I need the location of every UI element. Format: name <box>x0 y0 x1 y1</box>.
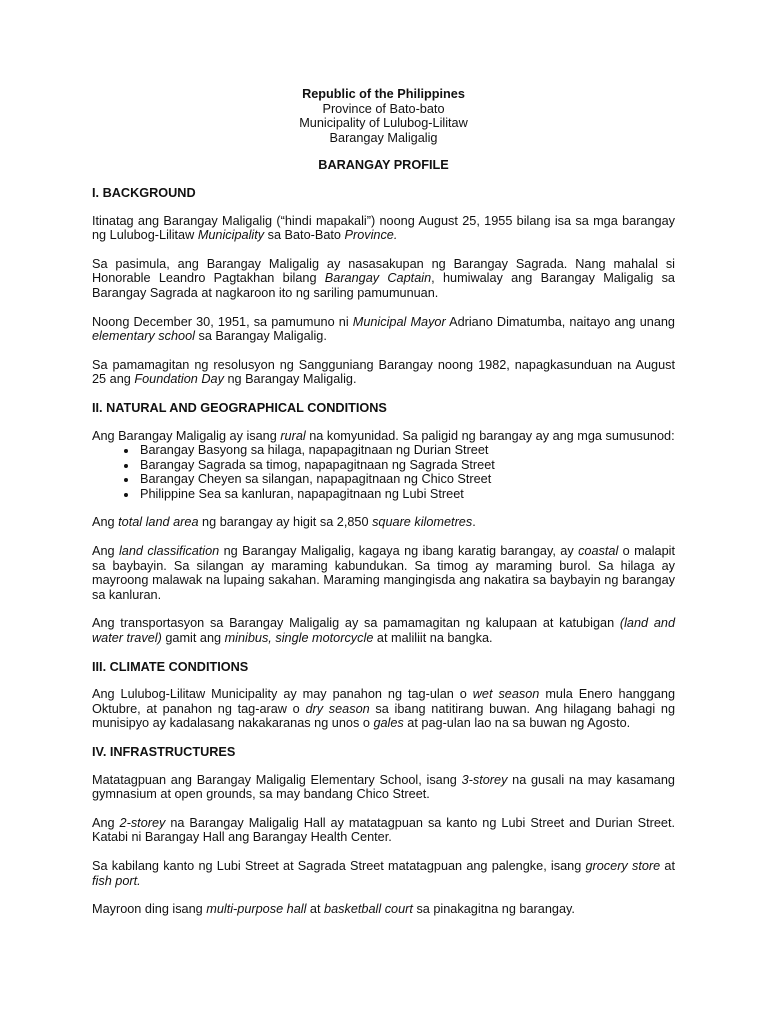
background-paragraph-3: Noong December 30, 1951, sa pamumuno ni Municipal Mayor Adriano Dimatumba, naitayo ang unang elementary school sa Barangay Maligalig. <box>92 314 675 344</box>
section-heading-natural: II. NATURAL AND GEOGRAPHICAL CONDITIONS <box>92 400 387 415</box>
section-heading-background: I. BACKGROUND <box>92 185 196 200</box>
infra-paragraph-4: Mayroon ding isang multi-purpose hall at basketball court sa pinakagitna ng barangay. <box>92 902 575 917</box>
natural-intro: Ang Barangay Maligalig ay isang rural na komyunidad. Sa paligid ng barangay ay ang mga sumusunod: <box>92 428 675 443</box>
list-item: • Barangay Cheyen sa silangan, napapagitnaan ng Chico Street <box>138 472 675 487</box>
list-item: • Barangay Basyong sa hilaga, napapagitnaan ng Durian Street <box>138 443 675 458</box>
section-heading-infrastructures: IV. INFRASTRUCTURES <box>92 745 236 759</box>
land-classification-paragraph: Ang land classification ng Barangay Maligalig, kagaya ng ibang karatig barangay, ay coastal o malapit sa baybayin. Sa silangan ay maraming kabundukan. Sa timog ay maraming burol. Sa hilaga ay mayroong malawak na lupaing sakahan. Maraming mangingisda ang nakatira sa baybayin ng barangay sa kanluran. <box>92 544 675 602</box>
letterhead <box>92 87 675 145</box>
barangay-line: Barangay Maligalig <box>329 130 438 145</box>
land-area-paragraph: Ang total land area ng barangay ay higit sa 2,850 square kilometres. <box>92 515 476 530</box>
province-line: Province of Bato-bato <box>322 101 445 116</box>
background-paragraph-4: Sa pamamagitan ng resolusyon ng Sangguniang Barangay noong 1982, napagkasunduan na August 25 ang Foundation Day ng Barangay Maligalig. <box>92 357 675 387</box>
background-paragraph-2: Sa pasimula, ang Barangay Maligalig ay nasasakupan ng Barangay Sagrada. Nang mahalal si Honorable Leandro Pagtakhan bilang Barangay Captain, humiwalay ang Barangay Maligalig sa Barangay Sagrada at nagkaroon ito ng sariling pamumunuan. <box>92 256 675 300</box>
republic-line: Republic of the Philippines <box>302 87 465 101</box>
background-paragraph-1: Itinatag ang Barangay Maligalig (“hindi mapakali”) noong August 25, 1955 bilang isa sa mga barangay ng Lulubog-Lilitaw Municipality sa Bato-Bato Province. <box>92 213 675 243</box>
section-heading-climate: III. CLIMATE CONDITIONS <box>92 659 249 674</box>
infra-paragraph-2: Ang 2-storey na Barangay Maligalig Hall ay matatagpuan sa kanto ng Lubi Street and Durian Street. Katabi ni Barangay Hall ang Barangay Health Center. <box>92 815 675 845</box>
document-body <box>92 87 675 931</box>
municipality-line: Municipality of Lulubog-Lilitaw <box>299 116 468 131</box>
list-item: • Philippine Sea sa kanluran, napapagitnaan ng Lubi Street <box>138 487 675 502</box>
infra-paragraph-3: Sa kabilang kanto ng Lubi Street at Sagrada Street matatagpuan ang palengke, isang grocery store at fish port. <box>92 858 675 888</box>
list-item: • Barangay Sagrada sa timog, napapagitnaan ng Sagrada Street <box>138 458 675 473</box>
infra-paragraph-1: Matatagpuan ang Barangay Maligalig Elementary School, isang 3-storey na gusali na may kasamang gymnasium at open grounds, sa may bandang Chico Street. <box>92 772 675 802</box>
document-title: BARANGAY PROFILE <box>318 158 449 173</box>
boundary-list <box>92 443 675 501</box>
transport-paragraph: Ang transportasyon sa Barangay Maligalig ay sa pamamagitan ng kalupaan at katubigan (land and water travel) gamit ang minibus, single motorcycle at maliliit na bangka. <box>92 616 675 646</box>
climate-paragraph: Ang Lulubog-Lilitaw Municipality ay may panahon ng tag-ulan o wet season mula Enero hanggang Oktubre, at panahon ng tag-araw o dry season sa ibang natitirang buwan. Ang hilagang bahagi ng munisipyo ay kadalasang nakakaranas ng unos o gales at pag-ulan lao na sa buwan ng Agosto. <box>92 687 676 731</box>
